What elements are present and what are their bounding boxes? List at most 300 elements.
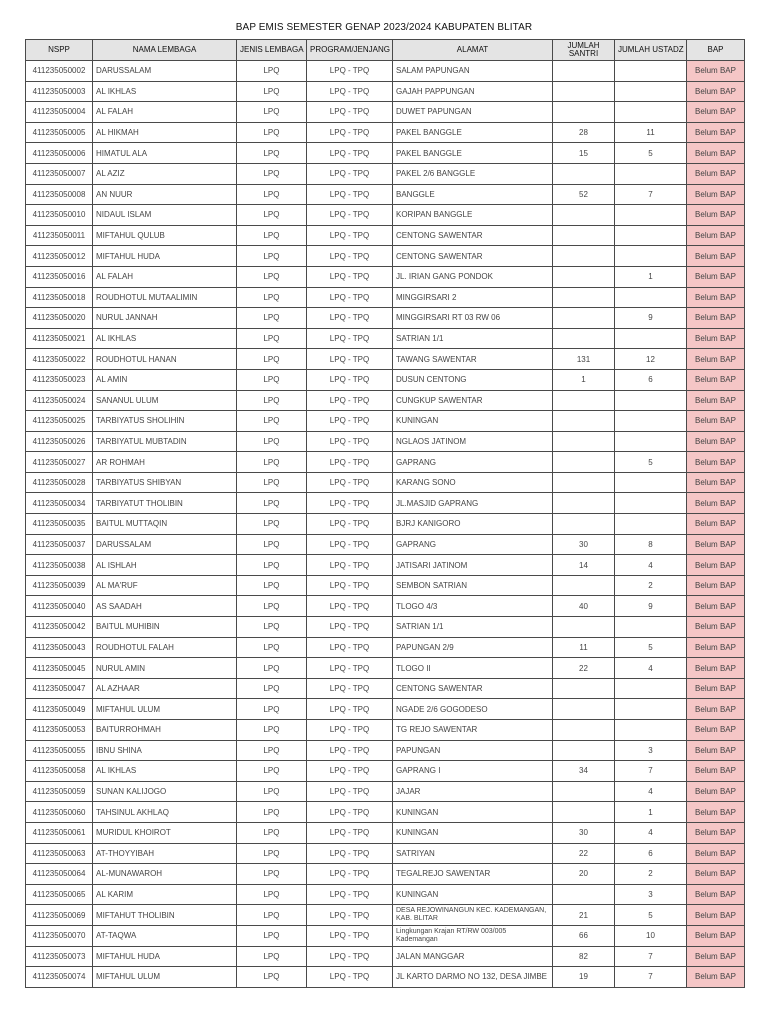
cell-program-jenjang: LPQ - TPQ	[307, 884, 393, 905]
table-row	[26, 967, 745, 988]
cell-nspp: 411235050064	[26, 864, 93, 885]
cell-nama-lembaga: AS SAADAH	[93, 596, 237, 617]
cell-jenis-lembaga: LPQ	[237, 308, 307, 329]
cell-bap-status: Belum BAP	[687, 822, 745, 843]
cell-alamat: GAPRANG	[393, 534, 553, 555]
cell-nspp: 411235050016	[26, 266, 93, 287]
cell-program-jenjang: LPQ - TPQ	[307, 431, 393, 452]
cell-nama-lembaga: MIFTAHUL HUDA	[93, 946, 237, 967]
cell-jumlah-santri	[553, 328, 615, 349]
table-row	[26, 822, 745, 843]
cell-nama-lembaga: MURIDUL KHOIROT	[93, 822, 237, 843]
cell-nama-lembaga: MIFTAHUL HUDA	[93, 246, 237, 267]
table-row	[26, 555, 745, 576]
cell-nspp: 411235050060	[26, 802, 93, 823]
cell-bap-status: Belum BAP	[687, 967, 745, 988]
cell-jumlah-ustadz	[615, 246, 687, 267]
table-row	[26, 740, 745, 761]
cell-jumlah-ustadz: 2	[615, 575, 687, 596]
cell-nspp: 411235050034	[26, 493, 93, 514]
cell-jenis-lembaga: LPQ	[237, 575, 307, 596]
table-row	[26, 102, 745, 123]
cell-alamat: TG REJO SAWENTAR	[393, 720, 553, 741]
cell-bap-status: Belum BAP	[687, 555, 745, 576]
cell-jenis-lembaga: LPQ	[237, 781, 307, 802]
cell-bap-status: Belum BAP	[687, 411, 745, 432]
cell-bap-status: Belum BAP	[687, 925, 745, 946]
cell-jumlah-santri	[553, 61, 615, 82]
cell-program-jenjang: LPQ - TPQ	[307, 905, 393, 926]
cell-alamat: SEMBON SATRIAN	[393, 575, 553, 596]
cell-alamat: KUNINGAN	[393, 411, 553, 432]
cell-jenis-lembaga: LPQ	[237, 555, 307, 576]
cell-bap-status: Belum BAP	[687, 802, 745, 823]
cell-program-jenjang: LPQ - TPQ	[307, 205, 393, 226]
cell-bap-status: Belum BAP	[687, 390, 745, 411]
cell-bap-status: Belum BAP	[687, 246, 745, 267]
cell-jumlah-ustadz: 5	[615, 143, 687, 164]
cell-jenis-lembaga: LPQ	[237, 431, 307, 452]
header-nama-lembaga: NAMA LEMBAGA	[93, 40, 237, 61]
cell-alamat: DUWET PAPUNGAN	[393, 102, 553, 123]
cell-jenis-lembaga: LPQ	[237, 225, 307, 246]
cell-nspp: 411235050040	[26, 596, 93, 617]
cell-alamat: TEGALREJO SAWENTAR	[393, 864, 553, 885]
table-row	[26, 802, 745, 823]
cell-jumlah-ustadz	[615, 514, 687, 535]
cell-jenis-lembaga: LPQ	[237, 658, 307, 679]
cell-program-jenjang: LPQ - TPQ	[307, 61, 393, 82]
cell-nspp: 411235050069	[26, 905, 93, 926]
cell-nama-lembaga: BAITUL MUTTAQIN	[93, 514, 237, 535]
cell-nspp: 411235050028	[26, 472, 93, 493]
cell-jumlah-santri: 82	[553, 946, 615, 967]
cell-bap-status: Belum BAP	[687, 617, 745, 638]
cell-jenis-lembaga: LPQ	[237, 617, 307, 638]
cell-nama-lembaga: AR ROHMAH	[93, 452, 237, 473]
cell-program-jenjang: LPQ - TPQ	[307, 122, 393, 143]
cell-jumlah-ustadz: 4	[615, 555, 687, 576]
cell-jenis-lembaga: LPQ	[237, 184, 307, 205]
table-body	[26, 61, 745, 988]
table-row	[26, 349, 745, 370]
table-row	[26, 720, 745, 741]
cell-jumlah-santri: 14	[553, 555, 615, 576]
table-row	[26, 637, 745, 658]
cell-jenis-lembaga: LPQ	[237, 143, 307, 164]
cell-jenis-lembaga: LPQ	[237, 761, 307, 782]
cell-bap-status: Belum BAP	[687, 163, 745, 184]
cell-jumlah-santri: 22	[553, 658, 615, 679]
header-jumlah-ustadz: JUMLAH USTADZ	[615, 40, 687, 61]
cell-nspp: 411235050004	[26, 102, 93, 123]
cell-program-jenjang: LPQ - TPQ	[307, 411, 393, 432]
cell-program-jenjang: LPQ - TPQ	[307, 81, 393, 102]
cell-alamat: SATRIYAN	[393, 843, 553, 864]
cell-jumlah-santri	[553, 802, 615, 823]
cell-jenis-lembaga: LPQ	[237, 61, 307, 82]
cell-program-jenjang: LPQ - TPQ	[307, 678, 393, 699]
table-row	[26, 843, 745, 864]
cell-jumlah-santri: 19	[553, 967, 615, 988]
cell-jumlah-santri	[553, 575, 615, 596]
cell-program-jenjang: LPQ - TPQ	[307, 390, 393, 411]
table-row	[26, 617, 745, 638]
cell-nspp: 411235050070	[26, 925, 93, 946]
cell-nama-lembaga: AL AMIN	[93, 369, 237, 390]
table-header-row	[26, 40, 745, 61]
cell-jumlah-santri: 34	[553, 761, 615, 782]
cell-jumlah-santri	[553, 205, 615, 226]
cell-nspp: 411235050008	[26, 184, 93, 205]
cell-jumlah-santri	[553, 81, 615, 102]
cell-nspp: 411235050018	[26, 287, 93, 308]
cell-jumlah-ustadz: 4	[615, 658, 687, 679]
cell-nama-lembaga: BAITURROHMAH	[93, 720, 237, 741]
cell-bap-status: Belum BAP	[687, 349, 745, 370]
cell-nspp: 411235050005	[26, 122, 93, 143]
cell-jumlah-santri	[553, 514, 615, 535]
cell-alamat: NGADE 2/6 GOGODESO	[393, 699, 553, 720]
cell-jumlah-santri	[553, 287, 615, 308]
cell-bap-status: Belum BAP	[687, 658, 745, 679]
cell-jumlah-santri	[553, 678, 615, 699]
table-row	[26, 534, 745, 555]
table-row	[26, 864, 745, 885]
cell-program-jenjang: LPQ - TPQ	[307, 225, 393, 246]
cell-jumlah-santri	[553, 452, 615, 473]
cell-jenis-lembaga: LPQ	[237, 369, 307, 390]
cell-nama-lembaga: AT-THOYYIBAH	[93, 843, 237, 864]
cell-nspp: 411235050022	[26, 349, 93, 370]
cell-bap-status: Belum BAP	[687, 452, 745, 473]
cell-bap-status: Belum BAP	[687, 905, 745, 926]
cell-jumlah-ustadz: 7	[615, 946, 687, 967]
cell-jenis-lembaga: LPQ	[237, 349, 307, 370]
cell-bap-status: Belum BAP	[687, 740, 745, 761]
cell-nspp: 411235050055	[26, 740, 93, 761]
cell-nama-lembaga: TARBIYATUT THOLIBIN	[93, 493, 237, 514]
cell-bap-status: Belum BAP	[687, 720, 745, 741]
cell-alamat: NGLAOS JATINOM	[393, 431, 553, 452]
cell-jumlah-ustadz: 5	[615, 452, 687, 473]
cell-program-jenjang: LPQ - TPQ	[307, 617, 393, 638]
cell-bap-status: Belum BAP	[687, 637, 745, 658]
cell-bap-status: Belum BAP	[687, 266, 745, 287]
cell-alamat: JL.MASJID GAPRANG	[393, 493, 553, 514]
cell-jumlah-ustadz: 3	[615, 740, 687, 761]
cell-jumlah-ustadz: 7	[615, 184, 687, 205]
cell-jenis-lembaga: LPQ	[237, 864, 307, 885]
table-row	[26, 575, 745, 596]
cell-bap-status: Belum BAP	[687, 781, 745, 802]
cell-program-jenjang: LPQ - TPQ	[307, 699, 393, 720]
cell-program-jenjang: LPQ - TPQ	[307, 246, 393, 267]
cell-nama-lembaga: AL IKHLAS	[93, 328, 237, 349]
cell-jumlah-ustadz: 5	[615, 637, 687, 658]
cell-program-jenjang: LPQ - TPQ	[307, 163, 393, 184]
cell-bap-status: Belum BAP	[687, 596, 745, 617]
cell-jenis-lembaga: LPQ	[237, 699, 307, 720]
cell-jumlah-ustadz: 6	[615, 369, 687, 390]
cell-program-jenjang: LPQ - TPQ	[307, 843, 393, 864]
cell-alamat: TAWANG SAWENTAR	[393, 349, 553, 370]
cell-jumlah-santri: 66	[553, 925, 615, 946]
document-title: BAP EMIS SEMESTER GENAP 2023/2024 KABUPATEN BLITAR	[235, 22, 533, 33]
table-row	[26, 596, 745, 617]
cell-jumlah-ustadz	[615, 493, 687, 514]
cell-jenis-lembaga: LPQ	[237, 884, 307, 905]
cell-jumlah-santri: 30	[553, 534, 615, 555]
cell-alamat: JAJAR	[393, 781, 553, 802]
cell-jumlah-ustadz	[615, 472, 687, 493]
table-row	[26, 225, 745, 246]
cell-program-jenjang: LPQ - TPQ	[307, 184, 393, 205]
cell-jumlah-santri: 20	[553, 864, 615, 885]
table-row	[26, 411, 745, 432]
cell-bap-status: Belum BAP	[687, 534, 745, 555]
cell-jumlah-santri	[553, 617, 615, 638]
table-row	[26, 369, 745, 390]
cell-alamat: DUSUN CENTONG	[393, 369, 553, 390]
cell-nspp: 411235050021	[26, 328, 93, 349]
cell-nspp: 411235050010	[26, 205, 93, 226]
cell-program-jenjang: LPQ - TPQ	[307, 308, 393, 329]
cell-program-jenjang: LPQ - TPQ	[307, 472, 393, 493]
cell-alamat: KUNINGAN	[393, 822, 553, 843]
cell-nspp: 411235050059	[26, 781, 93, 802]
cell-nama-lembaga: AL MA'RUF	[93, 575, 237, 596]
cell-bap-status: Belum BAP	[687, 843, 745, 864]
cell-program-jenjang: LPQ - TPQ	[307, 266, 393, 287]
table-row	[26, 328, 745, 349]
header-jenis-lembaga: JENIS LEMBAGA	[237, 40, 307, 61]
cell-nama-lembaga: AL AZHAAR	[93, 678, 237, 699]
cell-jumlah-santri	[553, 472, 615, 493]
table-row	[26, 287, 745, 308]
cell-jenis-lembaga: LPQ	[237, 740, 307, 761]
cell-jenis-lembaga: LPQ	[237, 411, 307, 432]
cell-jumlah-santri	[553, 266, 615, 287]
cell-alamat: SATRIAN 1/1	[393, 617, 553, 638]
cell-nspp: 411235050011	[26, 225, 93, 246]
cell-jenis-lembaga: LPQ	[237, 967, 307, 988]
cell-alamat: MINGGIRSARI RT 03 RW 06	[393, 308, 553, 329]
table-row	[26, 143, 745, 164]
cell-jumlah-santri	[553, 699, 615, 720]
cell-nspp: 411235050043	[26, 637, 93, 658]
cell-jumlah-santri: 40	[553, 596, 615, 617]
cell-jumlah-santri: 21	[553, 905, 615, 926]
cell-bap-status: Belum BAP	[687, 205, 745, 226]
cell-bap-status: Belum BAP	[687, 81, 745, 102]
cell-jenis-lembaga: LPQ	[237, 514, 307, 535]
cell-nama-lembaga: TARBIYATUL MUBTADIN	[93, 431, 237, 452]
cell-program-jenjang: LPQ - TPQ	[307, 740, 393, 761]
cell-alamat: SATRIAN 1/1	[393, 328, 553, 349]
cell-bap-status: Belum BAP	[687, 184, 745, 205]
table-row	[26, 431, 745, 452]
cell-nama-lembaga: ROUDHOTUL FALAH	[93, 637, 237, 658]
cell-bap-status: Belum BAP	[687, 946, 745, 967]
cell-alamat: PAKEL BANGGLE	[393, 143, 553, 164]
cell-jumlah-santri	[553, 225, 615, 246]
cell-nama-lembaga: AL FALAH	[93, 266, 237, 287]
cell-nspp: 411235050002	[26, 61, 93, 82]
cell-jenis-lembaga: LPQ	[237, 534, 307, 555]
cell-jenis-lembaga: LPQ	[237, 81, 307, 102]
cell-program-jenjang: LPQ - TPQ	[307, 102, 393, 123]
cell-jumlah-ustadz: 4	[615, 781, 687, 802]
cell-alamat: CENTONG SAWENTAR	[393, 225, 553, 246]
cell-program-jenjang: LPQ - TPQ	[307, 575, 393, 596]
table-row	[26, 946, 745, 967]
cell-nama-lembaga: NIDAUL ISLAM	[93, 205, 237, 226]
cell-nama-lembaga: IBNU SHINA	[93, 740, 237, 761]
cell-nspp: 411235050063	[26, 843, 93, 864]
cell-program-jenjang: LPQ - TPQ	[307, 328, 393, 349]
table-row	[26, 81, 745, 102]
table-row	[26, 184, 745, 205]
cell-nama-lembaga: ROUDHOTUL MUTAALIMIN	[93, 287, 237, 308]
table-row	[26, 699, 745, 720]
cell-jumlah-santri	[553, 411, 615, 432]
cell-bap-status: Belum BAP	[687, 287, 745, 308]
cell-jumlah-ustadz: 10	[615, 925, 687, 946]
cell-bap-status: Belum BAP	[687, 61, 745, 82]
cell-nama-lembaga: AL KARIM	[93, 884, 237, 905]
table-row	[26, 514, 745, 535]
table-row	[26, 493, 745, 514]
cell-jenis-lembaga: LPQ	[237, 678, 307, 699]
cell-alamat: CUNGKUP SAWENTAR	[393, 390, 553, 411]
cell-program-jenjang: LPQ - TPQ	[307, 493, 393, 514]
cell-program-jenjang: LPQ - TPQ	[307, 596, 393, 617]
cell-program-jenjang: LPQ - TPQ	[307, 658, 393, 679]
cell-jumlah-ustadz	[615, 617, 687, 638]
cell-alamat: JL KARTO DARMO NO 132, DESA JIMBE	[393, 967, 553, 988]
cell-jenis-lembaga: LPQ	[237, 472, 307, 493]
cell-alamat: JL. IRIAN GANG PONDOK	[393, 266, 553, 287]
cell-jumlah-ustadz: 4	[615, 822, 687, 843]
table-row	[26, 678, 745, 699]
cell-jenis-lembaga: LPQ	[237, 802, 307, 823]
cell-jumlah-ustadz: 1	[615, 266, 687, 287]
cell-jumlah-santri	[553, 246, 615, 267]
cell-program-jenjang: LPQ - TPQ	[307, 555, 393, 576]
table-row	[26, 658, 745, 679]
cell-jumlah-ustadz	[615, 205, 687, 226]
cell-nspp: 411235050024	[26, 390, 93, 411]
cell-bap-status: Belum BAP	[687, 761, 745, 782]
cell-jumlah-santri: 28	[553, 122, 615, 143]
cell-nama-lembaga: AL ISHLAH	[93, 555, 237, 576]
cell-alamat: GAJAH PAPPUNGAN	[393, 81, 553, 102]
table-row	[26, 452, 745, 473]
cell-alamat: PAPUNGAN	[393, 740, 553, 761]
cell-bap-status: Belum BAP	[687, 493, 745, 514]
cell-nama-lembaga: HIMATUL ALA	[93, 143, 237, 164]
cell-alamat: KUNINGAN	[393, 884, 553, 905]
cell-jenis-lembaga: LPQ	[237, 596, 307, 617]
cell-nama-lembaga: NURUL JANNAH	[93, 308, 237, 329]
cell-alamat: SALAM PAPUNGAN	[393, 61, 553, 82]
cell-alamat: Lingkungan Krajan RT/RW 003/005 Kademangan	[393, 925, 553, 946]
cell-bap-status: Belum BAP	[687, 514, 745, 535]
table-row	[26, 122, 745, 143]
cell-nspp: 411235050045	[26, 658, 93, 679]
cell-jumlah-ustadz: 8	[615, 534, 687, 555]
cell-alamat: JATISARI JATINOM	[393, 555, 553, 576]
cell-nspp: 411235050053	[26, 720, 93, 741]
cell-bap-status: Belum BAP	[687, 308, 745, 329]
cell-jumlah-ustadz: 1	[615, 802, 687, 823]
cell-jumlah-ustadz	[615, 102, 687, 123]
cell-alamat: TLOGO 4/3	[393, 596, 553, 617]
header-alamat: ALAMAT	[393, 40, 553, 61]
cell-jumlah-santri: 11	[553, 637, 615, 658]
cell-jumlah-ustadz	[615, 411, 687, 432]
table-row	[26, 205, 745, 226]
cell-alamat: BJRJ KANIGORO	[393, 514, 553, 535]
cell-nspp: 411235050027	[26, 452, 93, 473]
cell-jumlah-ustadz: 5	[615, 905, 687, 926]
cell-jumlah-ustadz: 2	[615, 864, 687, 885]
cell-nama-lembaga: TAHSINUL AKHLAQ	[93, 802, 237, 823]
cell-program-jenjang: LPQ - TPQ	[307, 637, 393, 658]
cell-jenis-lembaga: LPQ	[237, 266, 307, 287]
cell-program-jenjang: LPQ - TPQ	[307, 349, 393, 370]
cell-bap-status: Belum BAP	[687, 884, 745, 905]
cell-nspp: 411235050026	[26, 431, 93, 452]
cell-nama-lembaga: AL HIKMAH	[93, 122, 237, 143]
cell-nspp: 411235050023	[26, 369, 93, 390]
cell-program-jenjang: LPQ - TPQ	[307, 720, 393, 741]
cell-alamat: JALAN MANGGAR	[393, 946, 553, 967]
cell-jenis-lembaga: LPQ	[237, 163, 307, 184]
cell-program-jenjang: LPQ - TPQ	[307, 369, 393, 390]
bap-table	[25, 39, 745, 988]
cell-nspp: 411235050061	[26, 822, 93, 843]
cell-alamat: GAPRANG	[393, 452, 553, 473]
cell-jumlah-ustadz	[615, 390, 687, 411]
cell-bap-status: Belum BAP	[687, 472, 745, 493]
table-row	[26, 61, 745, 82]
cell-jumlah-santri	[553, 431, 615, 452]
cell-nama-lembaga: MIFTAHUL ULUM	[93, 699, 237, 720]
cell-jumlah-santri	[553, 884, 615, 905]
cell-alamat: KARANG SONO	[393, 472, 553, 493]
cell-jumlah-santri: 30	[553, 822, 615, 843]
cell-alamat: CENTONG SAWENTAR	[393, 678, 553, 699]
cell-nama-lembaga: AL-MUNAWAROH	[93, 864, 237, 885]
cell-jumlah-santri: 1	[553, 369, 615, 390]
cell-jumlah-ustadz	[615, 81, 687, 102]
cell-bap-status: Belum BAP	[687, 678, 745, 699]
cell-program-jenjang: LPQ - TPQ	[307, 452, 393, 473]
cell-jenis-lembaga: LPQ	[237, 925, 307, 946]
table-row	[26, 884, 745, 905]
cell-nspp: 411235050058	[26, 761, 93, 782]
cell-jumlah-ustadz: 7	[615, 761, 687, 782]
cell-jenis-lembaga: LPQ	[237, 822, 307, 843]
cell-jenis-lembaga: LPQ	[237, 246, 307, 267]
cell-jumlah-ustadz: 7	[615, 967, 687, 988]
cell-jumlah-santri: 15	[553, 143, 615, 164]
cell-jenis-lembaga: LPQ	[237, 452, 307, 473]
cell-jumlah-ustadz	[615, 225, 687, 246]
cell-jumlah-santri	[553, 493, 615, 514]
